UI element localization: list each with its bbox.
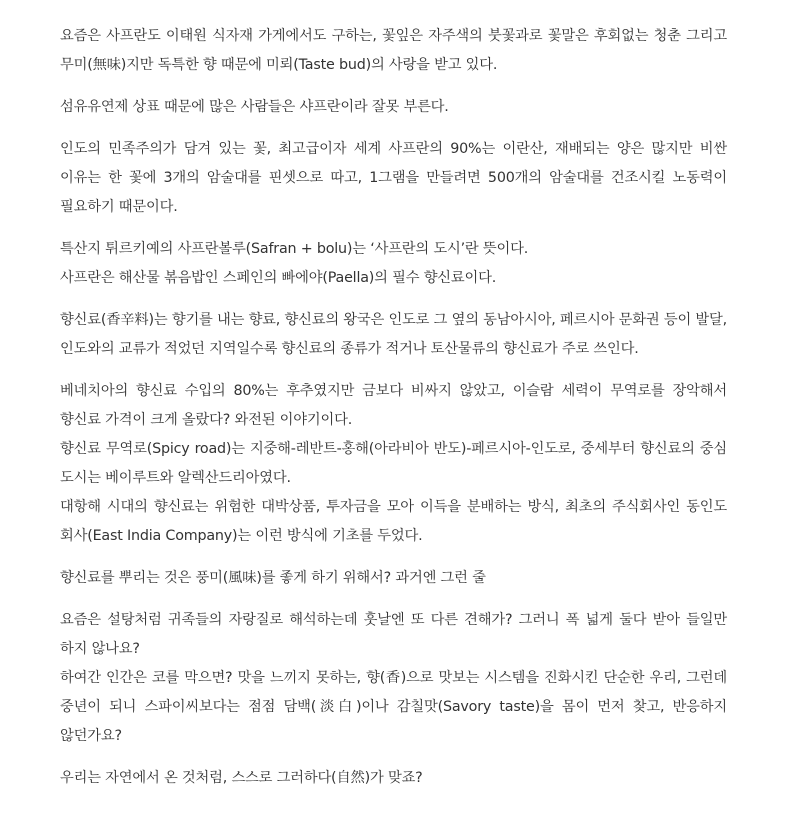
paragraph-line: 특산지 튀르키예의 사프란볼루(Safran + bolu)는 ‘사프란의 도시’란 뜻이다. <box>60 241 529 257</box>
paragraph-saffron-price <box>60 135 727 222</box>
paragraph-line: 사프란은 해산물 볶음밥인 스페인의 빠에야(Paella)의 필수 향신료이다. <box>60 270 497 286</box>
paragraph-line: 요즘은 사프란도 이태원 식자재 가게에서도 구하는, 꽃잎은 자주색의 붓꽃과로 꽃말은 후회없는 청춘 그리고 무미(無味)지만 독특한 향 때문에 미뢰(Taste bud)의 사랑을 받고 있다. <box>60 28 727 73</box>
paragraph-line: 향신료(香辛料)는 향기를 내는 향료, 향신료의 왕국은 인도로 그 옆의 동남아시아, 페르시아 문화권 등이 발달, 인도와의 교류가 적었던 지역일수록 향신료의 종류가 적거나 토산물류의 향신료가 주로 쓰인다. <box>60 312 727 357</box>
paragraph-line: 하여간 인간은 코를 막으면? 맛을 느끼지 못하는, 향(香)으로 맛보는 시스템을 진화시킨 단순한 우리, 그런데 중년이 되니 스파이씨보다는 점점 담백(淡白)이나 감칠맛(Savory taste)을 몸이 먼저 찾고, 반응하지 않던가요? <box>60 670 727 744</box>
paragraph-spice-definition <box>60 306 727 364</box>
paragraph-line: 인도의 민족주의가 담겨 있는 꽃, 최고급이자 세계 사프란의 90%는 이란산, 재배되는 양은 많지만 비싼 이유는 한 꽃에 3개의 암술대를 핀셋으로 따고, 1그램을 만들려면 500개의 암술대를 건조시킬 노동력이 필요하기 때문이다. <box>60 141 727 215</box>
paragraph-line: 섬유유연제 상표 때문에 많은 사람들은 샤프란이라 잘못 부른다. <box>60 99 449 115</box>
paragraph-flavor <box>60 564 727 593</box>
paragraph-line: 베네치아의 향신료 수입의 80%는 후추였지만 금보다 비싸지 않았고, 이슬람 세력이 무역로를 장악해서 향신료 가격이 크게 올랐다? 와전된 이야기이다. <box>60 383 727 428</box>
paragraph-saffron-intro <box>60 22 727 80</box>
paragraph-line: 대항해 시대의 향신료는 위험한 대박상품, 투자금을 모아 이득을 분배하는 방식, 최초의 주식회사인 동인도 회사(East India Company)는 이런 방식에 기초를 두었다. <box>60 499 727 544</box>
paragraph-conclusion <box>60 764 727 793</box>
article-body <box>60 22 727 806</box>
paragraph-line: 향신료를 뿌리는 것은 풍미(風味)를 좋게 하기 위해서? 과거엔 그런 줄 <box>60 570 486 586</box>
paragraph-softener-name <box>60 93 727 122</box>
paragraph-modern-view <box>60 606 727 751</box>
paragraph-spice-trade <box>60 377 727 551</box>
paragraph-safranbolu <box>60 235 727 293</box>
paragraph-line: 향신료 무역로(Spicy road)는 지중해-레반트-홍해(아라비아 반도)-페르시아-인도로, 중세부터 향신료의 중심 도시는 베이루트와 알렉산드리아였다. <box>60 441 727 486</box>
paragraph-line: 요즘은 설탕처럼 귀족들의 자랑질로 해석하는데 훗날엔 또 다른 견해가? 그러니 폭 넓게 둘다 받아 들일만 하지 않나요? <box>60 612 727 657</box>
paragraph-line: 우리는 자연에서 온 것처럼, 스스로 그러하다(自然)가 맞죠? <box>60 770 423 786</box>
